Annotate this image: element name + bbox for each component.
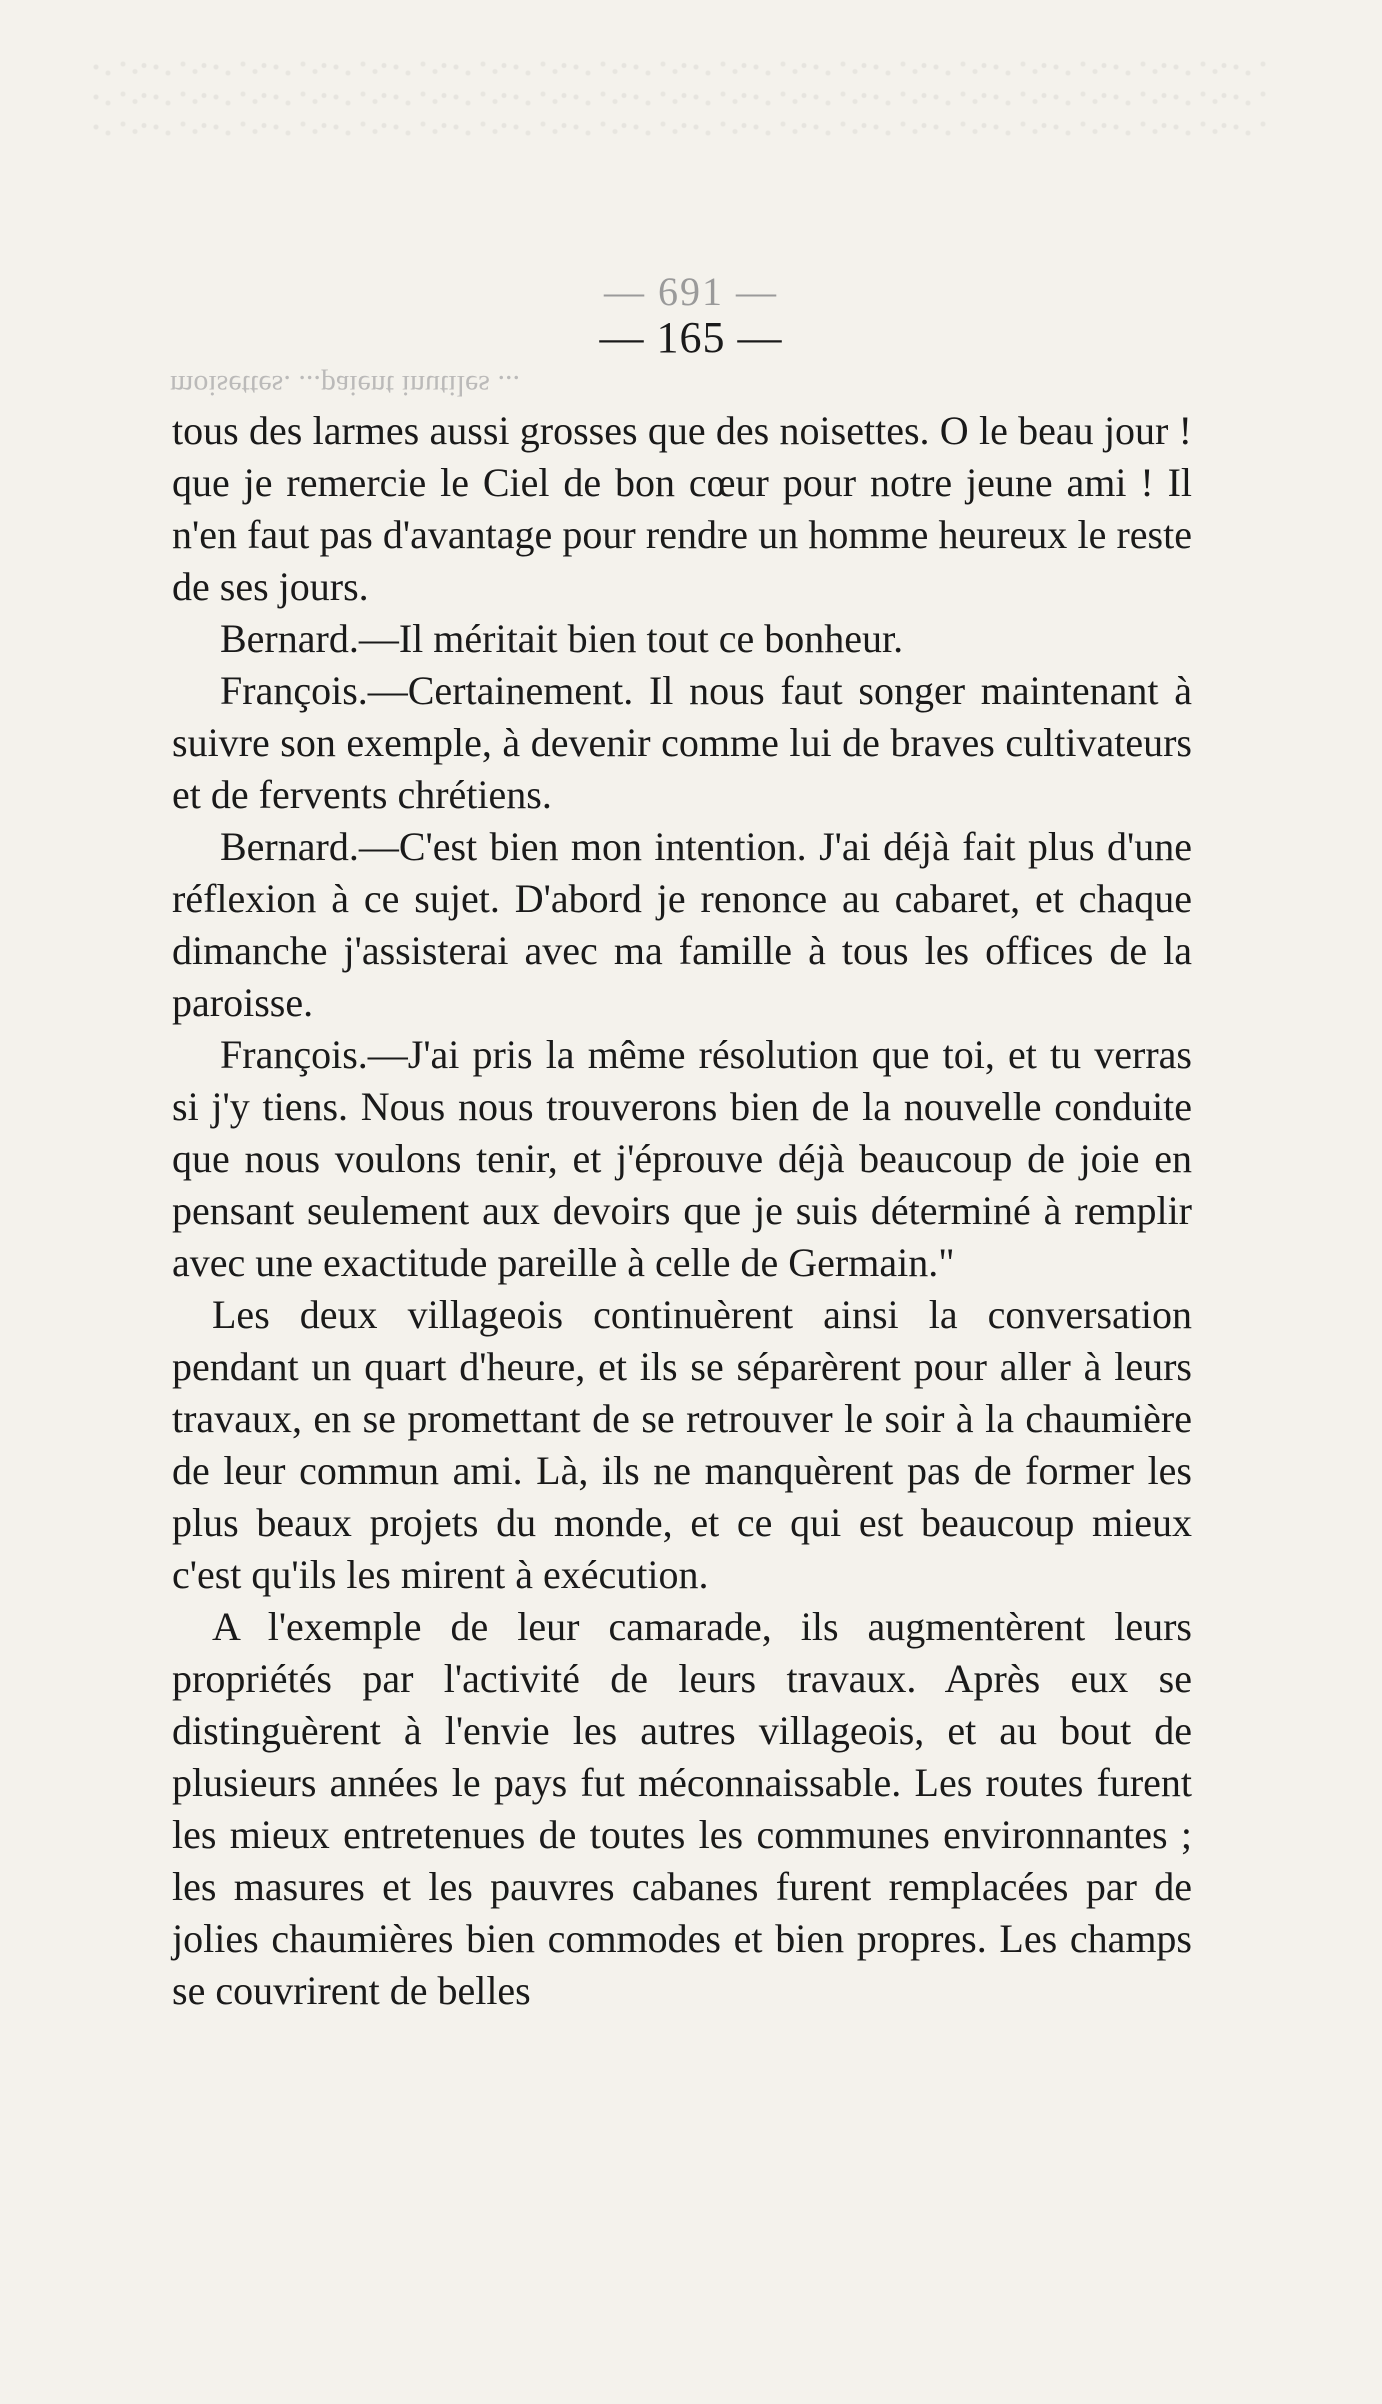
bleed-through-text: moisettes. ...paient inutiles ... <box>170 369 520 402</box>
page-stain <box>90 55 1270 145</box>
dialogue-francois-2: François.—J'ai pris la même résolution que toi, et tu verras si j'y tiens. Nous nous trouverons bien de la nouvelle conduite que nous voulons tenir, et j'éprouve déjà beaucoup de joie en pensant seulement aux devoirs que je suis déterminé à remplir avec une exactitude pareille à celle de Germain." <box>172 1032 1192 1285</box>
page-number: — 165 — <box>599 313 783 362</box>
bleed-through-page-number: — 691 — <box>604 269 778 314</box>
dialogue-bernard-1: Bernard.—Il méritait bien tout ce bonheur. <box>220 616 904 661</box>
dialogue-bernard-2: Bernard.—C'est bien mon intention. J'ai déjà fait plus d'une réflexion à ce sujet. D'abord je renonce au cabaret, et chaque dimanche j'assisterai avec ma famille à tous les offices de la paroisse. <box>172 824 1192 1025</box>
body-text <box>172 405 1192 2017</box>
paragraph-continuation: tous des larmes aussi grosses que des noisettes. O le beau jour ! que je remercie le Ciel de bon cœur pour notre jeune ami ! Il n'en faut pas d'avantage pour rendre un homme heureux le reste de ses jours. <box>172 408 1192 609</box>
dialogue-francois-1: François.—Certainement. Il nous faut songer maintenant à suivre son exemple, à devenir comme lui de braves cultivateurs et de fervents chrétiens. <box>172 668 1192 817</box>
narrative-paragraph-2: A l'exemple de leur camarade, ils augmentèrent leurs propriétés par l'activité de leurs travaux. Après eux se distinguèrent à l'envie les autres villageois, et au bout de plusieurs années le pays fut méconnaissable. Les routes furent les mieux entretenues de toutes les communes environnantes ; les masures et les pauvres cabanes furent remplacées par de jolies chaumières bien commodes et bien propres. Les champs se couvrirent de belles <box>172 1604 1192 2013</box>
narrative-paragraph-1: Les deux villageois continuèrent ainsi la conversation pendant un quart d'heure, et ils se séparèrent pour aller à leurs travaux, en se promettant de se retrouver le soir à la chaumière de leur commun ami. Là, ils ne manquèrent pas de former les plus beaux projets du monde, et ce qui est beaucoup mieux c'est qu'ils les mirent à exécution. <box>172 1292 1192 1597</box>
